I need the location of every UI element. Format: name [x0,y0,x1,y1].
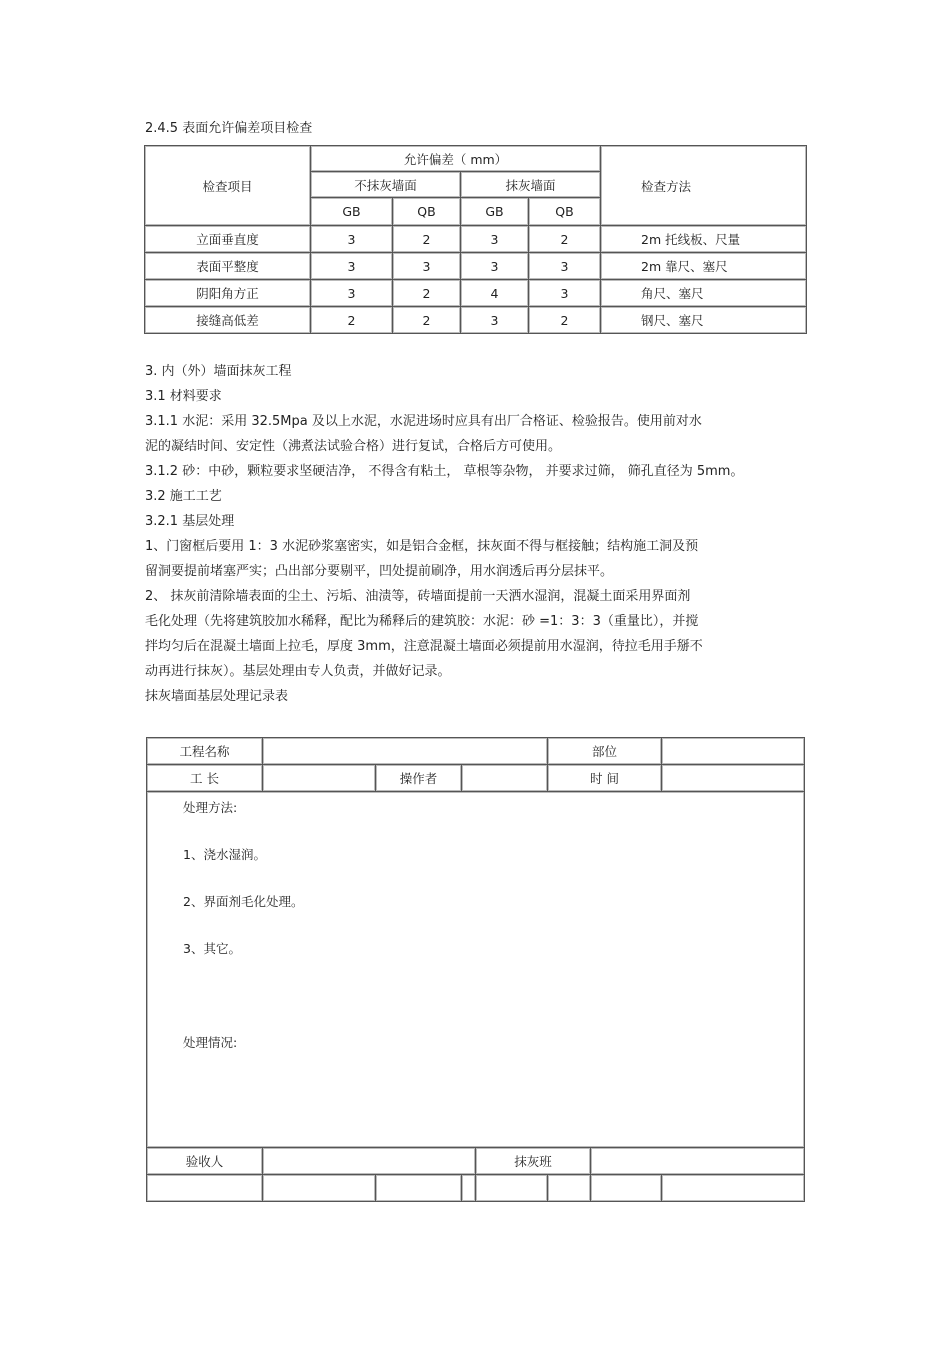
label-foreman: 工 长 [147,765,263,792]
paragraph-3-1-1-line1: 3.1.1 水泥：采用 32.5Mpa 及以上水泥，水泥进场时应具有出厂合格证、检验报告。使用前对水 [145,414,702,429]
table-row [145,226,807,253]
header-check-item: 检查项目 [145,146,311,226]
record-table [146,737,805,1202]
row-value: 2 [529,226,601,253]
label-status: 处理情况: [183,1035,238,1050]
step-2: 2、界面剂毛化处理。 [183,894,304,909]
header-check-method: 检查方法 [601,146,807,226]
header-plaster-wall: 抹灰墙面 [461,172,601,198]
row-item: 接缝高低差 [145,307,311,334]
label-project-name: 工程名称 [147,738,263,765]
step-3: 3、其它。 [183,941,241,956]
row-value: 2 [393,307,461,334]
field-foreman[interactable] [263,765,376,792]
paragraph-3-1-1-line2: 泥的凝结时间、安定性（沸煮法试验合格）进行复试，合格后方可使用。 [145,439,562,454]
field-time[interactable] [662,765,805,792]
table-row [145,253,807,280]
empty-cell[interactable] [263,1175,376,1202]
empty-cell[interactable] [548,1175,591,1202]
empty-cell[interactable] [147,1175,263,1202]
header-gb: GB [461,198,529,226]
empty-cell[interactable] [662,1175,805,1202]
row-value: 2 [393,226,461,253]
label-method: 处理方法: [183,800,238,815]
label-operator: 操作者 [376,765,462,792]
row-item: 阴阳角方正 [145,280,311,307]
empty-cell[interactable] [591,1175,662,1202]
row-item: 立面垂直度 [145,226,311,253]
row-value: 3 [461,307,529,334]
item1-line1: 1、门窗框后要用 1：3 水泥砂浆塞密实，如是铝合金框，抹灰面不得与框接触；结构施工洞及预 [145,539,699,554]
row-value: 4 [461,280,529,307]
row-method: 2m 靠尺、塞尺 [601,253,807,280]
heading-3-2: 3.2 施工工艺 [145,489,222,504]
item2-line3: 拌均匀后在混凝土墙面上拉毛，厚度 3mm，注意混凝土墙面必须提前用水湿润，待拉毛用手掰不 [145,639,703,654]
row-value: 3 [461,226,529,253]
record-table-title: 抹灰墙面基层处理记录表 [145,689,289,704]
item2-line2: 毛化处理（先将建筑胶加水稀释，配比为稀释后的建筑胶：水泥：砂 =1：3：3（重量比），并搅 [145,614,699,629]
row-value: 3 [529,253,601,280]
header-no-plaster-wall: 不抹灰墙面 [311,172,461,198]
row-value: 3 [311,280,393,307]
field-inspector[interactable] [263,1148,476,1175]
table-row [145,280,807,307]
table-row [145,307,807,334]
header-allowed-deviation: 允许偏差（ mm） [311,146,601,172]
field-operator[interactable] [462,765,548,792]
empty-cell[interactable] [462,1175,476,1202]
section-heading-2-4-5: 2.4.5 表面允许偏差项目检查 [145,121,313,136]
header-qb: QB [529,198,601,226]
item2-line1: 2、 抹灰前清除墙表面的尘土、污垢、油渍等，砖墙面提前一天洒水湿润，混凝土面采用界面剂 [145,589,691,604]
row-value: 3 [311,253,393,280]
row-method: 2m 托线板、尺量 [601,226,807,253]
heading-3-1: 3.1 材料要求 [145,389,222,404]
table-row [147,1175,805,1202]
label-time: 时 间 [548,765,662,792]
row-value: 2 [529,307,601,334]
treatment-content-cell[interactable] [147,792,805,1148]
row-value: 2 [393,280,461,307]
label-section: 部位 [548,738,662,765]
row-value: 2 [311,307,393,334]
heading-3: 3. 内（外）墙面抹灰工程 [145,364,292,379]
field-section[interactable] [662,738,805,765]
row-value: 3 [461,253,529,280]
row-method: 钢尺、塞尺 [601,307,807,334]
row-method: 角尺、塞尺 [601,280,807,307]
row-value: 3 [311,226,393,253]
label-team: 抹灰班 [476,1148,591,1175]
field-project-name[interactable] [263,738,548,765]
paragraph-3-1-2: 3.1.2 砂：中砂，颗粒要求坚硬洁净， 不得含有粘土， 草根等杂物， 并要求过筛， 筛孔直径为 5mm。 [145,464,744,479]
item2-line4: 动再进行抹灰）。基层处理由专人负责，并做好记录。 [145,664,451,679]
row-item: 表面平整度 [145,253,311,280]
header-gb: GB [311,198,393,226]
field-team[interactable] [591,1148,805,1175]
tolerance-table [144,145,807,334]
label-inspector: 验收人 [147,1148,263,1175]
empty-cell[interactable] [376,1175,462,1202]
item1-line2: 留洞要提前堵塞严实；凸出部分要剔平，凹处提前刷净，用水润透后再分层抹平。 [145,564,614,579]
heading-3-2-1: 3.2.1 基层处理 [145,514,235,529]
step-1: 1、浇水湿润。 [183,847,266,862]
empty-cell[interactable] [476,1175,548,1202]
header-qb: QB [393,198,461,226]
row-value: 3 [393,253,461,280]
row-value: 3 [529,280,601,307]
